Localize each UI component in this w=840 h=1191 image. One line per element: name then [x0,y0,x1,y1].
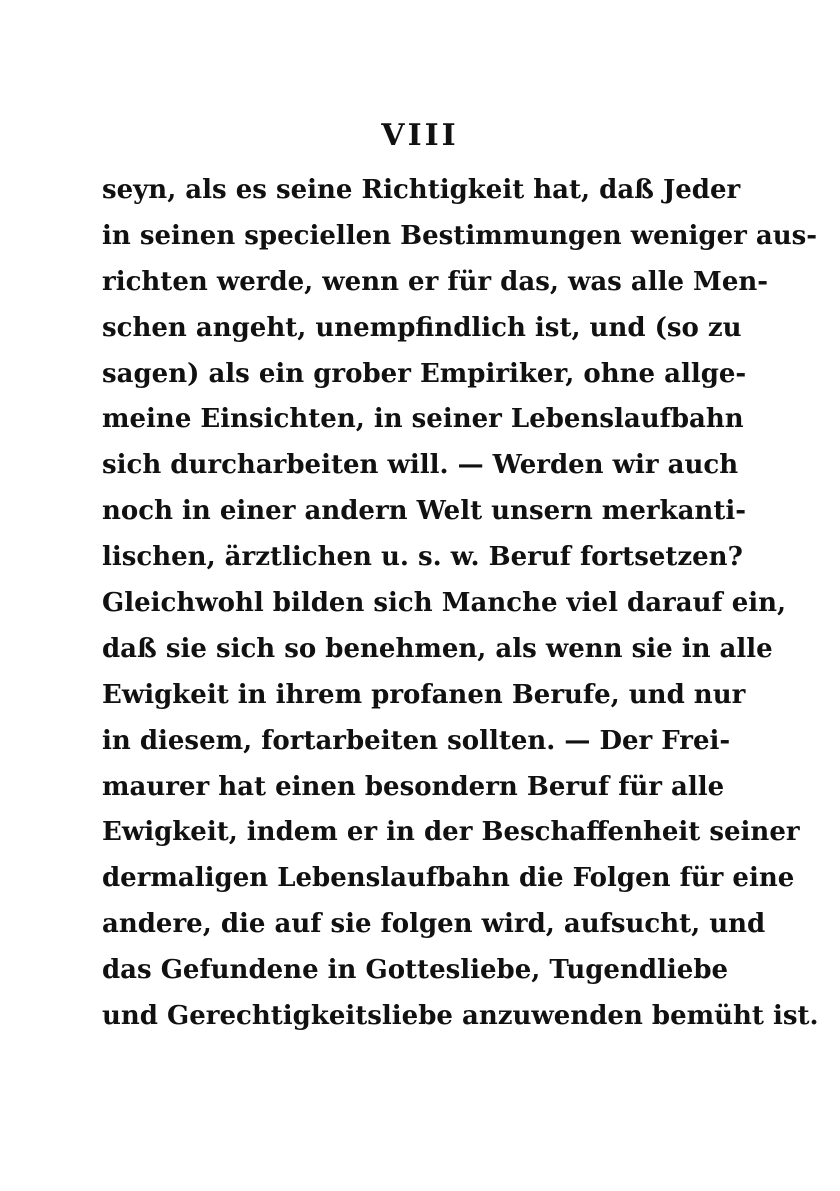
text-line: schen angeht, unempfindlich ist, und (so zu [102,312,742,343]
text-line: das Gefundene in Gottesliebe, Tugendliebe [102,955,729,986]
body-text [102,168,819,1040]
text-line: sagen) als ein grober Empiriker, ohne allge- [102,358,747,389]
text-line: maurer hat einen besondern Beruf für alle [102,771,725,802]
text-line: und Gerechtigkeitsliebe anzuwenden bemüht ist. [102,1001,819,1032]
text-line: lischen, ärztlichen u. s. w. Beruf fortsetzen? [102,542,743,573]
text-line: Gleichwohl bilden sich Manche viel darauf ein, [102,588,787,619]
text-line: in diesem, fortarbeiten sollten. — Der Frei- [102,725,731,756]
text-line: sich durcharbeiten will. — Werden wir auch [102,450,739,481]
text-line: noch in einer andern Welt unsern merkanti- [102,496,746,527]
text-line: dermaligen Lebenslaufbahn die Folgen für eine [102,863,795,894]
text-line: seyn, als es seine Richtigkeit hat, daß Jeder [102,175,741,205]
page-number: VIII [381,118,459,153]
text-line: in seinen speciellen Bestimmungen weniger aus- [102,220,818,251]
text-line: meine Einsichten, in seiner Lebenslaufbahn [102,404,744,435]
text-line: Ewigkeit, indem er in der Beschaffenheit seiner [102,817,800,848]
text-line: Ewigkeit in ihrem profanen Berufe, und nur [102,679,746,710]
text-line: andere, die auf sie folgen wird, aufsucht, und [102,909,766,940]
text-line: daß sie sich so benehmen, als wenn sie in alle [102,633,773,664]
text-line: richten werde, wenn er für das, was alle Men- [102,266,769,297]
